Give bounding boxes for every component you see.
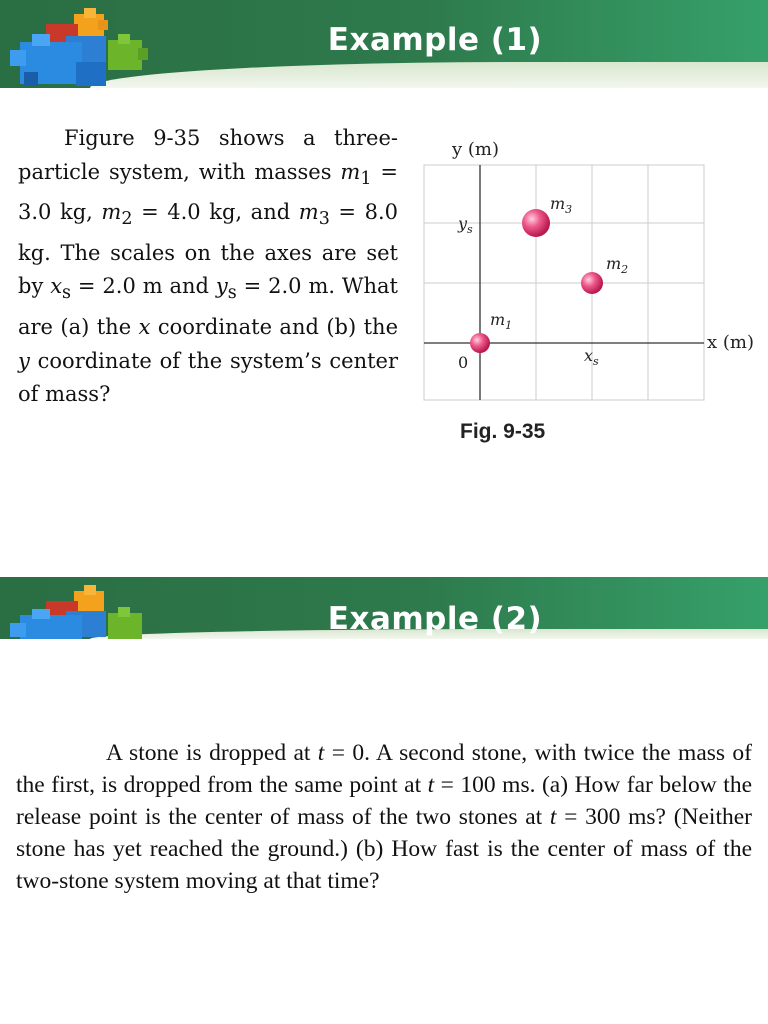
y-axis-label: y (m) bbox=[452, 139, 500, 160]
label-m3: $m_3$ bbox=[550, 194, 573, 216]
x-axis-label: x (m) bbox=[707, 332, 754, 353]
slide-example-2 bbox=[0, 577, 768, 1024]
ys-tick-label: $y_s$ bbox=[458, 214, 473, 236]
slide-title: Example (2) bbox=[327, 601, 543, 637]
particle-m1 bbox=[470, 333, 490, 353]
origin-label: 0 bbox=[458, 353, 469, 372]
slide-gap bbox=[0, 545, 768, 577]
slide-header bbox=[0, 0, 768, 88]
header-decoration bbox=[90, 62, 768, 88]
slide-header bbox=[0, 577, 768, 639]
figure-caption: Fig. 9-35 bbox=[460, 420, 546, 443]
figure-9-35 bbox=[420, 135, 765, 455]
label-m2: $m_2$ bbox=[606, 254, 629, 276]
particle-m2 bbox=[581, 272, 603, 294]
slide-title: Example (1) bbox=[327, 22, 543, 58]
problem-text-1: Figure 9-35 shows a three-particle system, with masses $m_1 = 3.0$ kg, $m_2 = 4.0$ kg, and $m_3 = 8.0$ kg. The scales on the axes are set by $x_s = 2.0$ m and $y_s = 2.0$ m. What are (a) the x coordinate and (b) the y coordinate of the system’s center of mass? bbox=[18, 126, 399, 407]
problem-text-2: A stone is dropped at t = 0. A second stone, with twice the mass of the first, is dropped from the same point at t = 100 ms. (a) How far below the release point is the center of mass of the two stones at t = 300 ms? (Neither stone has yet reached the ground.) (b) How fast is the center of mass of the two-stone system moving at that time? bbox=[16, 740, 753, 894]
label-m1: $m_1$ bbox=[490, 310, 513, 332]
xs-tick-label: $x_s$ bbox=[584, 346, 599, 368]
particle-m3 bbox=[522, 209, 550, 237]
